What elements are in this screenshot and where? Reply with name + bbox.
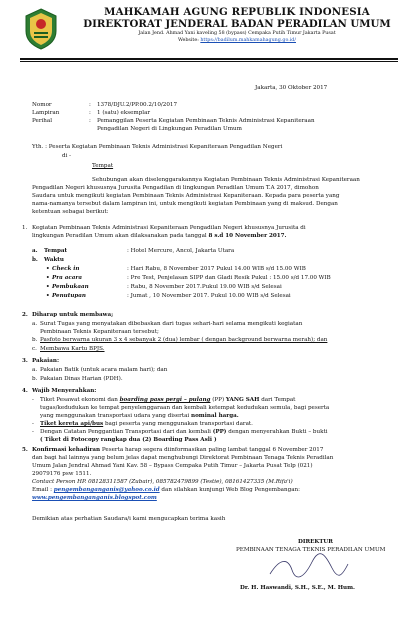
letterhead-rule-thick (20, 58, 398, 60)
schedule-value-penutupan: : Jumat , 10 November 2017. Pukul 10.00 WIB s/d Selesai (127, 293, 291, 299)
item1-num: 1. (22, 225, 28, 231)
email-link[interactable]: pengembanganganis@yahoo.co.id (53, 487, 160, 493)
letterhead-line2: DIREKTORAT JENDERAL BADAN PERADILAN UMUM (83, 18, 391, 30)
item4-line2: tugas/kedudukan ke tempat penyelenggaraan dan kembali ketempat kedudukan semula, bagi peserta (40, 405, 330, 411)
item5-contact: Contact Person HP. 08128311587 (Zubair), 085782479899 (Testie), 08161427335 (M.Rifa'i) (32, 479, 293, 485)
meta-nomor: Nomor : 1378/DJU.2/PP.00.2/10/2017 (32, 102, 178, 108)
item5-line2: dan bagi hal lainnya yang belum jelas dapat menghubungi Direktorat Pembinaan Tenaga Teknis Peradilan (32, 455, 334, 461)
letterhead-line1: MAHKAMAH AGUNG REPUBLIK INDONESIA (104, 6, 370, 18)
letter-date: Jakarta, 30 Oktober 2017 (255, 85, 328, 91)
item1-line1: Kegiatan Pembinaan Teknis Administrasi Kepaniteraan Pengadilan Negeri khususnya Jurusita di (32, 225, 306, 231)
item4-line1: - Tiket Pesawat ekonomi dan boarding pass pergi – pulang (PP) YANG SAH dari Tempat (32, 397, 296, 403)
meta-perihal-cont: Pengadilan Negeri di Lingkungan Peradilan Umum (97, 126, 242, 132)
item4-title: Wajib Menyerahkan: (32, 388, 97, 394)
item3-title: Pakaian: (32, 358, 60, 364)
item2-title: Diharap untuk membawa; (32, 312, 114, 318)
recipient-tempat: Tempat (92, 163, 114, 169)
recipient-di: di - (62, 153, 72, 159)
website-link[interactable]: https://badilum.mahkamahagung.go.id/ (200, 38, 296, 43)
item-a-tempat: a. Tempat (32, 248, 68, 254)
schedule-value-praacara: : Pre Test, Penjelasan SIPP dan Gladi Resik Pukul : 15.00 s/d 17.00 WIB (127, 275, 331, 281)
meta-perihal: Perihal : Pemanggilan Peserta Kegiatan Pembinaan Teknis Administrasi Kepaniteraan (32, 118, 315, 124)
item5-line4: 29079176 psw 1511. (32, 471, 92, 477)
item3-num: 3. (22, 358, 28, 364)
signature-mark (262, 552, 352, 582)
blog-link[interactable]: www.pengembanganganis.blogspot.com (32, 495, 157, 501)
schedule-value-pembukaan: : Rabu, 8 November 2017.Pukul 19.00 WIB s/d Selesai (127, 284, 282, 290)
item2-c: c. Membawa Kartu BPJS. (32, 346, 105, 352)
schedule-label-praacara: • Pra acara (46, 275, 82, 281)
closing-text: Demikian atas perhatian Saudara/i kami mengucapkan terima kasih (32, 516, 226, 522)
item4-line4: - Tiket kereta api/bus bagi peserta yang menggunakan transportasi darat. (32, 421, 253, 427)
item5-email: Email : pengembanganganis@yahoo.co.id dan silahkan kunjungi Web Blog Pengembangan: (32, 487, 301, 493)
schedule-label-penutupan: • Penutupan (46, 293, 87, 299)
item1-line2: lingkungan Peradilan Umum akan dilaksanakan pada tanggal 8 s.d 10 November 2017. (32, 233, 287, 239)
item2-b: b. Pasfoto berwarna ukuran 3 x 4 sebanyak 2 (dua) lembar ( dengan background berwarna merah); dan (32, 337, 328, 343)
item2-a-cont: Pembinaan Teknis Kepaniteraan tersebut; (40, 329, 159, 335)
item4-line6: ( Tiket di Fotocopy rangkap dua (2) Boarding Pass Asli ) (40, 437, 217, 443)
intro-line-2: Pengadilan Negeri khususnya Jurusita Pengadilan di lingkungan Peradilan Umum T.A 2017, dimohon (32, 185, 319, 191)
letterhead-website (62, 37, 412, 45)
sign-name: Dr. H. Haswandi, S.H., S.E., M. Hum. (240, 585, 355, 591)
letterhead (62, 6, 412, 45)
item4-num: 4. (22, 388, 28, 394)
schedule-value-checkin: : Hari Rabu, 8 November 2017 Pukul 14.00 WIB s/d 15.00 WIB (127, 266, 306, 272)
intro-line-1: Sehubungan akan diselenggarakannya Kegiatan Pembinaan Teknis Administrasi Kepaniteraan (92, 177, 360, 183)
website-label: Website: (177, 38, 199, 43)
item4-line3: yang menggunakan transportasi udara yang disertai nominal harga. (40, 413, 239, 419)
item5-line1: Konfirmasi kehadiran Peserta harap segera diinformasikan paling lambat tanggal 6 November 2017 (32, 447, 324, 453)
item-a-value: : Hotel Mercure, Ancol, Jakarta Utara (127, 248, 235, 254)
item2-num: 2. (22, 312, 28, 318)
schedule-label-pembukaan: • Pembukaan (46, 284, 89, 290)
item2-a: a. Surat Tugas yang menyatakan dibebaskan dari tugas sehari-hari selama mengikuti kegiatan (32, 321, 303, 327)
intro-line-3: Saudara untuk mengikuti kegiatan Pembinaan Teknis Administrasi Kepaniteraan. Kepada para peserta yang (32, 193, 340, 199)
intro-line-4: nama-namanya tersebut dalam lampiran ini, untuk mengikuti kegiatan Pembinaan yang di maksud. Dengan (32, 201, 338, 207)
mahkamah-agung-logo (22, 7, 60, 51)
letterhead-rule-thin (20, 61, 398, 62)
item-b-waktu: b. Waktu (32, 257, 64, 263)
recipient-line: Yth. : Peserta Kegiatan Pembinaan Teknis Administrasi Kepaniteraan Pengadilan Negeri (32, 144, 283, 150)
item3-b: b. Pakaian Dinas Harian (PDH). (32, 376, 123, 382)
intro-line-5: ketentuan sebagai berikut: (32, 209, 109, 215)
meta-lampiran: Lampiran : 1 (satu) eksemplar (32, 110, 151, 116)
item5-blog (32, 494, 157, 502)
item5-line3: Umum Jalan Jendral Ahmad Yani Kav. 58 – Bypass Cempaka Putih Timur – Jakarta Pusat Telp (021) (32, 463, 313, 469)
sign-title: DIREKTUR (298, 539, 333, 545)
letterhead-address: Jalan Jend. Ahmad Yani kaveling 58 (bypass) Cempaka Putih Timur Jakarta Pusat (138, 31, 336, 36)
sign-office: PEMBINAAN TENAGA TEKNIS PERADILAN UMUM (236, 547, 386, 553)
item4-line5: - Dengan Catatan Penggantian Transportasi dari dan kembali (PP) dengan menyerahkan Bukti – bukti (32, 429, 328, 435)
item3-a: a. Pakaian Batik (untuk acara malam hari); dan (32, 367, 168, 373)
schedule-label-checkin: • Check in (46, 266, 80, 272)
item5-num: 5. (22, 447, 28, 453)
